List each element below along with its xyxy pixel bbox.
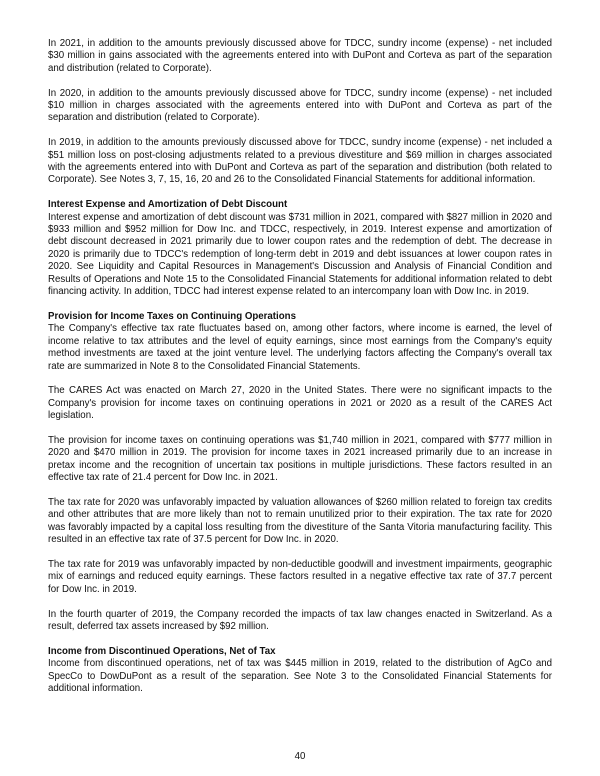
paragraph: In the fourth quarter of 2019, the Company recorded the impacts of tax law changes enacted in Switzerland. As a result, deferred tax assets increased by $92 million. (48, 608, 552, 632)
section-income-taxes (48, 311, 552, 633)
section-heading: Interest Expense and Amortization of Debt Discount (48, 199, 288, 211)
page-number: 40 (294, 751, 306, 762)
section-interest-expense (48, 199, 552, 298)
section-heading: Provision for Income Taxes on Continuing Operations (48, 310, 296, 322)
paragraph: The Company's effective tax rate fluctuates based on, among other factors, where income is earned, the level of income relative to tax attributes and the level of equity earnings, since most earnings from the Company's equity method investments are taxed at the joint venture level. The underlying factors affecting the Company's overall tax rate are summarized in Note 8 to the Consolidated Financial Statements. (48, 323, 552, 372)
paragraph-sundry-2019: In 2019, in addition to the amounts previously discussed above for TDCC, sundry income (expense) - net included a $51 million loss on post-closing adjustments related to a previous divestiture and $69 million in charges associated with the agreements entered into with DuPont and Corteva as part of the separation and distribution (both related to Corporate). See Notes 3, 7, 15, 16, 20 and 26 to the Consolidated Financial Statements for additional information. (48, 137, 552, 186)
paragraph: Interest expense and amortization of debt discount was $731 million in 2021, compared with $827 million in 2020 and $933 million and $952 million for Dow Inc. and TDCC, respectively, in 2019. Interest expense and amortization of debt discount decreased in 2021 primarily due to lower coupon rates and the redemption of debt. The decrease in 2020 is primarily due to TDCC's redemption of long-term debt in 2019 and debt issuances at lower coupon rates in 2020. See Liquidity and Capital Resources in Management's Discussion and Analysis of Financial Condition and Results of Operations and Note 15 to the Consolidated Financial Statements for additional information related to debt financing activity. In addition, TDCC had interest expense related to an intercompany loan with Dow Inc. in 2019. (48, 211, 552, 298)
paragraph: The CARES Act was enacted on March 27, 2020 in the United States. There were no significant impacts to the Company's provision for income taxes on continuing operations in 2021 or 2020 as a result of the CARES Act legislation. (48, 385, 552, 422)
document-page (48, 38, 552, 708)
paragraph: The provision for income taxes on continuing operations was $1,740 million in 2021, compared with $777 million in 2020 and $470 million in 2019. The provision for income taxes in 2021 increased primarily due to an increase in pretax income and the recognition of uncertain tax positions in multiple jurisdictions. These factors resulted in an effective tax rate of 21.4 percent for Dow Inc. in 2021. (48, 434, 552, 484)
paragraph: The tax rate for 2019 was unfavorably impacted by non-deductible goodwill and investment impairments, geographic mix of earnings and reduced equity earnings. These factors resulted in a negative effective tax rate of 37.7 percent for Dow Inc. in 2019. (48, 558, 552, 595)
paragraph-sundry-2021: In 2021, in addition to the amounts previously discussed above for TDCC, sundry income (expense) - net included $30 million in gains associated with the agreements entered into with DuPont and Corteva as part of the separation and distribution (related to Corporate). (48, 38, 552, 74)
section-discontinued-operations (48, 646, 552, 696)
paragraph: The tax rate for 2020 was unfavorably impacted by valuation allowances of $260 million related to foreign tax credits and other attributes that are more likely than not to remain unutilized prior to their expiration. The tax rate for 2020 was favorably impacted by a capital loss resulting from the divestiture of the Santa Vitoria manufacturing facility. This resulted in an effective tax rate of 37.5 percent for Dow Inc. in 2020. (48, 496, 552, 546)
paragraph: Income from discontinued operations, net of tax was $445 million in 2019, related to the distribution of AgCo and SpecCo to DowDuPont as a result of the separation. See Note 3 to the Consolidated Financial Statements for additional information. (48, 658, 552, 694)
paragraph-sundry-2020: In 2020, in addition to the amounts previously discussed above for TDCC, sundry income (expense) - net included $10 million in charges associated with the agreements entered into with DuPont and Corteva as part of the separation and distribution (related to Corporate). (48, 87, 552, 124)
section-heading: Income from Discontinued Operations, Net of Tax (48, 645, 276, 657)
